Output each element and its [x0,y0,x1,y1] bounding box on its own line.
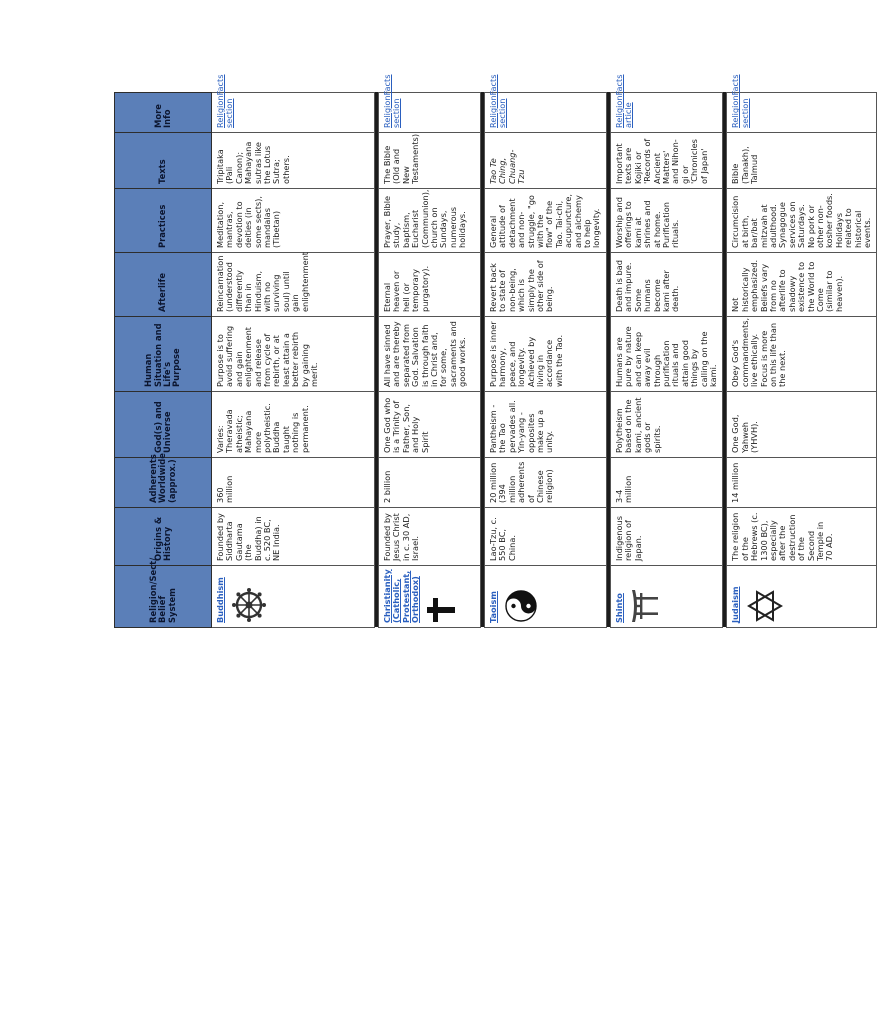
more-info-cell [727,74,877,133]
texts-cell: Tripitaka (Pali Canon); Mahayana sutras like the Lotus Sutra; others. [212,133,375,189]
origins-cell: Founded by Siddharta Gautama (the Buddha) in c. 520 BC, NE India. [212,508,375,566]
religion-link-buddhism[interactable]: Buddhism [215,577,225,623]
practices-cell: Prayer, Bible study, baptism, Eucharist (Communion), church on Sundays, numerous holidays. [379,189,481,253]
religion-cell [212,566,375,628]
origins-cell: Founded by Jesus Christ in c. 30 AD, Israel. [379,508,481,566]
adherents-cell: 360 million [212,458,375,508]
more-info-link[interactable]: ReligionFacts section [382,74,402,128]
religion-cell [727,566,877,628]
star-of-david-icon [747,570,785,623]
header-adherents: Adherents Worldwide (approx.) [115,458,212,508]
more-info-cell [610,74,722,133]
religion-cell [610,566,722,628]
torii-gate-icon [630,570,660,623]
adherents-cell: 14 million [727,458,877,508]
more-info-cell [212,74,375,133]
table-row [485,93,607,628]
purpose-cell: Purpose is to avoid suffering and gain enlightenment and release from cycle of rebirth, or at least attain a better rebirth by gaining merit. [212,317,375,392]
purpose-cell: Obey God's commandments, live ethically. Focus is more on this life than the next. [727,317,877,392]
table-row [727,93,877,628]
header-origins: Origins & History [115,508,212,566]
practices-cell: Worship and offerings to kami at shrines and at home. Purification rituals. [610,189,722,253]
texts-cell [485,133,607,189]
header-practices: Practices [115,189,212,253]
religions-comparison-table [114,74,877,628]
afterlife-cell: Revert back to state of non-being, which is simply the other side of being. [485,253,607,317]
header-religion: Religion/Sect/ Belief System [115,566,212,628]
header-more-info: More Info [115,93,212,133]
yin-yang-icon [504,570,540,623]
gods-cell: Varies: Theravada atheistic; Mahayana more polytheistic. Buddha taught nothing is permanent. [212,392,375,458]
religion-cell [485,566,607,628]
texts-italic: Tao Te Ching, Chuang-Tzu [488,149,527,184]
table-row [212,93,375,628]
afterlife-cell: Death is bad and impure. Some humans become kami after death. [610,253,722,317]
gods-cell: Pantheism - the Tao pervades all. Yin-yang - opposites make up a unity. [485,392,607,458]
religion-link-judaism[interactable]: Judaism [730,586,741,623]
religion-link-taoism[interactable]: Taoism [488,591,498,623]
adherents-cell: 20 million (394 million adherents of Chinese religion) [485,458,607,508]
more-info-link[interactable]: ReligionFacts section [730,74,750,128]
gods-cell: One God who is a Trinity of Father, Son, and Holy Spirit [379,392,481,458]
texts-cell: The Bible (Old and New Testaments) [379,133,481,189]
afterlife-cell: Reincarnation (understood differently than in Hinduism, with no surviving soul) until gain enlightenment [212,253,375,317]
gods-cell: One God, Yahweh (YHVH). [727,392,877,458]
purpose-cell: Humans are pure by nature and can keep away evil through purification rituals and attain good things by calling on the kami. [610,317,722,392]
table-row [610,93,722,628]
header-afterlife: Afterlife [115,253,212,317]
religion-cell [379,566,481,628]
afterlife-cell: Not historically emphasized. Beliefs vary from no afterlife to shadowy existence to the World to Come (similar to heaven). [727,253,877,317]
rotated-table-wrapper [114,74,873,628]
more-info-link[interactable]: ReligionFacts article [613,74,634,128]
religion-link-christianity[interactable]: Christianity (Catholic, Protestant, Orthodox) [382,569,421,623]
more-info-cell [379,74,481,133]
table-row [379,93,481,628]
practices-cell: General attitude of detachment and non-struggle, "go with the flow" of the Tao. Tai-chi, acupuncture, and alchemy to help longevity. [485,189,607,253]
cross-icon [427,570,457,623]
practices-cell: Meditation, mantras, devotion to deities (in some sects), mandalas (Tibetan) [212,189,375,253]
more-info-link[interactable]: ReligionFacts section [488,74,508,128]
religion-link-shinto[interactable]: Shinto [613,593,624,623]
more-info-cell [485,74,607,133]
texts-cell: Important texts are Kojiki or 'Records of Ancient Matters' and Nihon-gi or 'Chronicles of Japan' [610,133,722,189]
dharma-wheel-icon [231,570,269,623]
origins-cell: Indigenous religion of Japan. [610,508,722,566]
origins-cell: The religion of the Hebrews (c. 1300 BC), especially after the destruction of the Second Temple in 70 AD. [727,508,877,566]
adherents-cell: 3-4 million [610,458,722,508]
header-texts: Texts [115,133,212,189]
practices-cell: Circumcision at birth, bar/bat mitzvah at adulthood. Synagogue services on Saturdays. No pork or other non-kosher foods. Holidays related to historical events. [727,189,877,253]
gods-cell: Polytheism based on the kami, ancient gods or spirits. [610,392,722,458]
header-row [115,93,212,628]
texts-cell: Bible (Tanakh), Talmud [727,133,877,189]
origins-cell: Lao-Tzu, c. 550 BC, China. [485,508,607,566]
afterlife-cell: Eternal heaven or hell (or temporary purgatory). [379,253,481,317]
purpose-cell: All have sinned and are thereby separated from God. Salvation is through faith in Christ and, for some, sacraments and good works. [379,317,481,392]
more-info-link[interactable]: ReligionFacts section [215,74,235,128]
adherents-cell: 2 billion [379,458,481,508]
header-gods: God(s) and Universe [115,392,212,458]
purpose-cell: Purpose is inner harmony, peace, and longevity. Achieved by living in accordance with the Tao. [485,317,607,392]
header-purpose: Human Situation and Life's Purpose [115,317,212,392]
